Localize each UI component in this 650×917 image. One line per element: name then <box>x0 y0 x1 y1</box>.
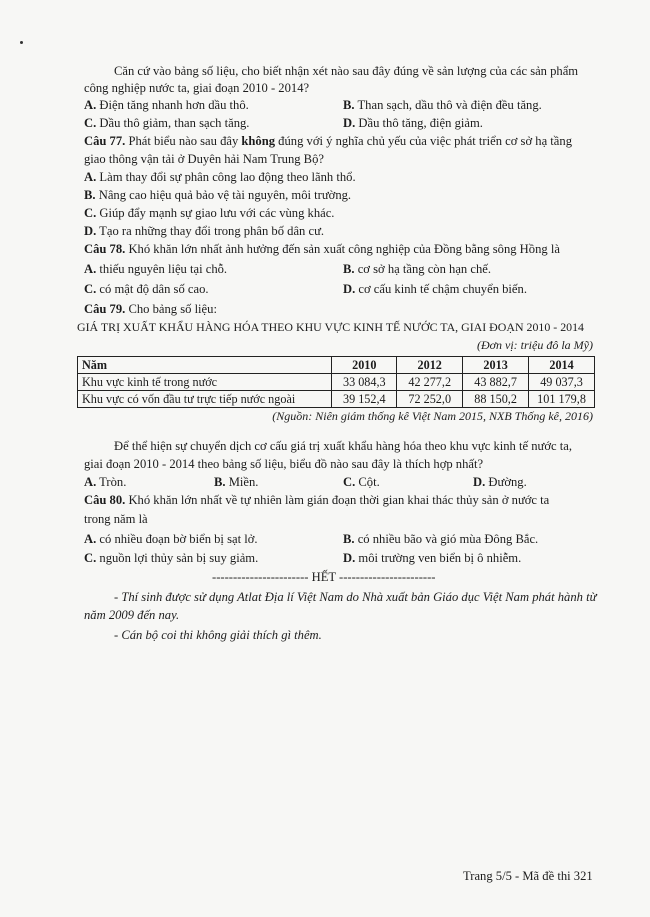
table-cell: 72 252,0 <box>397 391 463 408</box>
q79-question-line1: Để thể hiện sự chuyển dịch cơ cấu giá trị xuất khẩu hàng hóa theo khu vực kinh tế nước ta, <box>114 439 572 453</box>
q77-option-a[interactable]: A. Làm thay đổi sự phân công lao động theo lãnh thổ. <box>84 170 356 184</box>
q76-intro-line2: công nghiệp nước ta, giai đoạn 2010 - 2014? <box>84 81 310 95</box>
q76-option-d[interactable]: D. Dầu thô tăng, điện giảm. <box>343 116 483 130</box>
table-cell: 101 179,8 <box>529 391 595 408</box>
speck <box>20 41 23 44</box>
page-footer: Trang 5/5 - Mã đề thi 321 <box>463 869 593 883</box>
table-cell: 88 150,2 <box>463 391 529 408</box>
q78-option-c[interactable]: C. có mật độ dân số cao. <box>84 282 209 296</box>
table-row <box>78 391 595 408</box>
q80-stem: Câu 80. Khó khăn lớn nhất về tự nhiên làm gián đoạn thời gian khai thác thủy sản ở nước ta <box>84 493 550 507</box>
q79-option-b[interactable]: B. Miền. <box>214 475 259 489</box>
q79-option-a[interactable]: A. Tròn. <box>84 475 127 489</box>
table-cell: 49 037,3 <box>529 374 595 391</box>
q79-option-d[interactable]: D. Đường. <box>473 475 527 489</box>
q76-intro-line1: Căn cứ vào bảng số liệu, cho biết nhận xét nào sau đây đúng về sản lượng của các sản phẩm <box>114 64 579 78</box>
end-marker: ----------------------- HẾT ----------------------- <box>212 570 436 584</box>
q80-option-b[interactable]: B. có nhiều bão và gió mùa Đông Bắc. <box>343 532 539 546</box>
q79-table-title: GIÁ TRỊ XUẤT KHẨU HÀNG HÓA THEO KHU VỰC KINH TẾ NƯỚC TA, GIAI ĐOẠN 2010 - 2014 <box>77 320 584 334</box>
note1-line1: - Thí sinh được sử dụng Atlat Địa lí Việt Nam do Nhà xuất bản Giáo dục Việt Nam phát hành từ <box>114 590 597 604</box>
table-cell: 39 152,4 <box>332 391 397 408</box>
q77-stem-line2: giao thông vận tải ở Duyên hải Nam Trung Bộ? <box>84 152 324 166</box>
table-header-year: Năm <box>78 357 332 374</box>
q77-option-d[interactable]: D. Tạo ra những thay đổi trong phân bố dân cư. <box>84 224 325 238</box>
q79-unit: (Đơn vị: triệu đô la Mỹ) <box>476 338 593 352</box>
q78-option-a[interactable]: A. thiếu nguyên liệu tại chỗ. <box>84 262 228 276</box>
table-header-2014: 2014 <box>529 357 595 374</box>
q80-stem-line2: trong năm là <box>84 512 148 526</box>
q80-option-d[interactable]: D. môi trường ven biển bị ô nhiễm. <box>343 551 522 565</box>
table-header-2013: 2013 <box>463 357 529 374</box>
row-label-fdi: Khu vực có vốn đầu tư trực tiếp nước ngoài <box>78 391 332 408</box>
note2: - Cán bộ coi thi không giải thích gì thêm. <box>114 628 322 642</box>
q79-source: (Nguồn: Niên giám thống kê Việt Nam 2015, NXB Thống kê, 2016) <box>272 409 593 423</box>
table-cell: 43 882,7 <box>463 374 529 391</box>
q76-option-b[interactable]: B. Than sạch, dầu thô và điện đều tăng. <box>343 98 542 112</box>
table-cell: 33 084,3 <box>332 374 397 391</box>
q77-stem: Câu 77. Phát biểu nào sau đây không đúng với ý nghĩa chủ yếu của việc phát triển cơ sở hạ tầng <box>84 134 572 148</box>
q76-option-a[interactable]: A. Điện tăng nhanh hơn dầu thô. <box>84 98 249 112</box>
row-label-domestic: Khu vực kinh tế trong nước <box>78 374 332 391</box>
table-cell: 42 277,2 <box>397 374 463 391</box>
q77-option-b[interactable]: B. Nâng cao hiệu quả bảo vệ tài nguyên, môi trường. <box>84 188 352 202</box>
q80-option-a[interactable]: A. có nhiều đoạn bờ biển bị sạt lở. <box>84 532 258 546</box>
export-value-table <box>77 356 595 408</box>
q78-option-d[interactable]: D. cơ cấu kinh tế chậm chuyển biến. <box>343 282 527 296</box>
q77-option-c[interactable]: C. Giúp đẩy mạnh sự giao lưu với các vùng khác. <box>84 206 335 220</box>
q80-option-c[interactable]: C. nguồn lợi thủy sản bị suy giảm. <box>84 551 259 565</box>
note1-line2: năm 2009 đến nay. <box>84 608 180 622</box>
q79-question-line2: giai đoạn 2010 - 2014 theo bảng số liệu, biểu đồ nào sau đây là thích hợp nhất? <box>84 457 484 471</box>
q79-stem: Câu 79. Cho bảng số liệu: <box>84 302 217 316</box>
table-header-2010: 2010 <box>332 357 397 374</box>
q79-option-c[interactable]: C. Cột. <box>343 475 380 489</box>
q76-option-c[interactable]: C. Dầu thô giảm, than sạch tăng. <box>84 116 250 130</box>
table-header-row <box>78 357 595 374</box>
q78-option-b[interactable]: B. cơ sở hạ tầng còn hạn chế. <box>343 262 491 276</box>
q78-stem: Câu 78. Khó khăn lớn nhất ảnh hưởng đến sản xuất công nghiệp của Đồng bằng sông Hồng là <box>84 242 560 256</box>
table-row <box>78 374 595 391</box>
table-header-2012: 2012 <box>397 357 463 374</box>
